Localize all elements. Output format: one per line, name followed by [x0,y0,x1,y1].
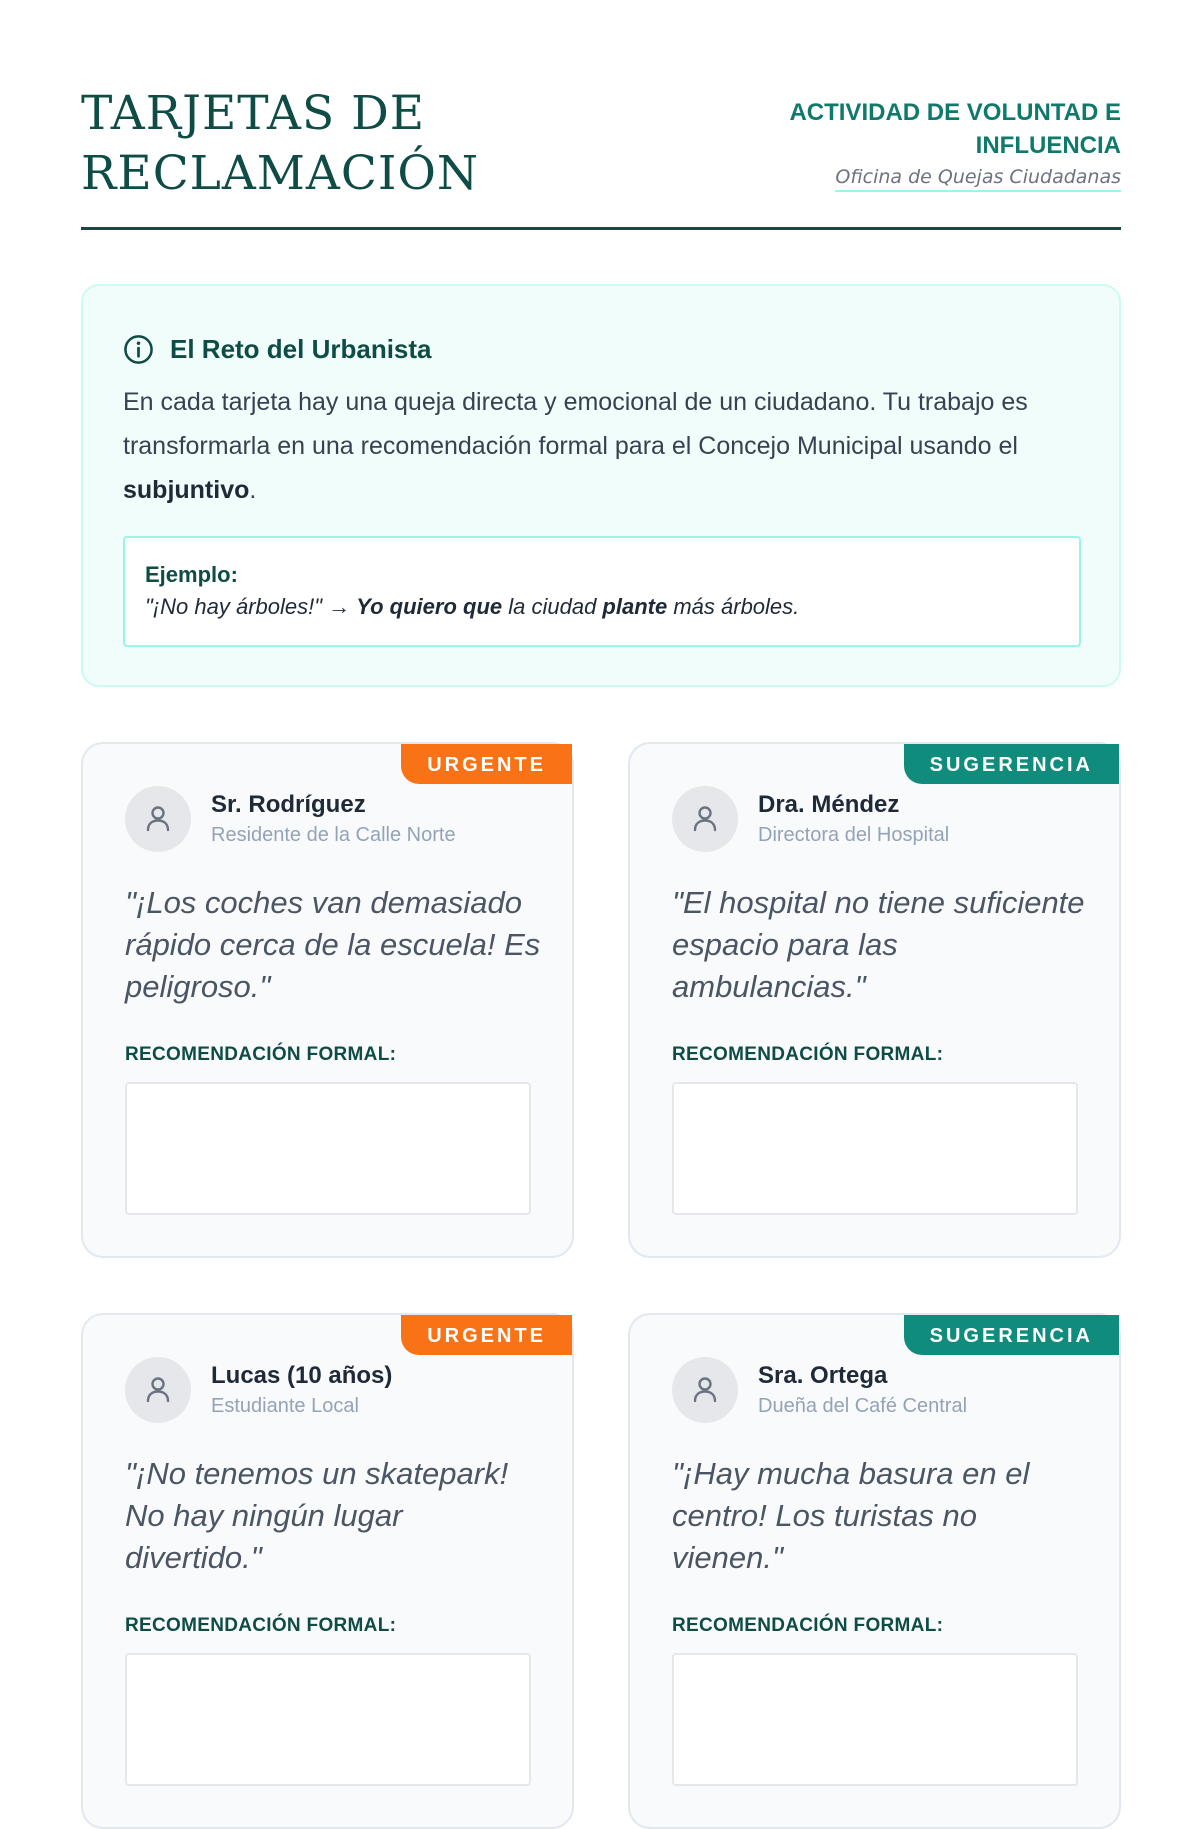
complaint-card [628,1313,1121,1829]
page-title-line1: TARJETAS DE [81,86,426,141]
example-trigger: Yo quiero que [356,594,503,619]
complaint-quote: "¡No tenemos un skatepark! No hay ningún lugar divertido." [125,1456,509,1575]
user-icon [141,802,175,836]
example-box [123,536,1081,647]
citizen-info [211,1361,392,1421]
activity-title-line1: ACTIVIDAD DE VOLUNTAD E [789,99,1121,126]
example-label: Ejemplo: [145,562,238,587]
recommendation-label: RECOMENDACIÓN FORMAL: [672,1615,944,1636]
recommendation-label: RECOMENDACIÓN FORMAL: [125,1615,397,1636]
challenge-header [123,332,432,366]
citizen-name: Sra. Ortega [758,1362,888,1389]
activity-title [761,96,1121,162]
complaint-card [81,1313,574,1829]
page-header [81,84,1121,230]
header-meta [761,96,1121,192]
citizen-role: Directora del Hospital [758,824,950,846]
activity-title-line2: INFLUENCIA [975,132,1121,159]
citizen-info [758,790,949,850]
recommendation-answer-box[interactable] [672,1082,1078,1215]
recommendation-answer-box[interactable] [125,1653,531,1786]
avatar [125,786,191,852]
info-icon [123,334,154,365]
citizen-name: Dra. Méndez [758,791,900,818]
challenge-text-end: . [249,476,257,504]
avatar [125,1357,191,1423]
citizen-info [758,1361,967,1421]
avatar [672,786,738,852]
example-complaint: "¡No hay árboles!" → [145,594,357,619]
user-icon [688,802,722,836]
challenge-description [123,380,1053,512]
citizen-name: Sr. Rodríguez [211,791,366,818]
example-sentence [145,590,1059,624]
example-middle: la ciudad [502,594,603,619]
challenge-title: El Reto del Urbanista [170,333,432,364]
challenge-keyword: subjuntivo [123,476,250,504]
complaint-quote: "¡Los coches van demasiado rápido cerca de la escuela! Es peligroso." [125,885,541,1004]
user-icon [688,1373,722,1407]
citizen-info [211,790,456,850]
recommendation-answer-box[interactable] [125,1082,531,1215]
citizen-role: Residente de la Calle Norte [211,824,456,846]
suggestion-badge: SUGERENCIA [904,744,1119,784]
urgent-badge: URGENTE [401,744,572,784]
citizen-name: Lucas (10 años) [211,1362,393,1389]
citizen-role: Estudiante Local [211,1395,359,1417]
challenge-text: En cada tarjeta hay una queja directa y emocional de un ciudadano. Tu trabajo es transformarla en una recomendación formal para el Concejo Municipal usando el [123,388,1028,460]
urgent-badge: URGENTE [401,1315,572,1355]
suggestion-badge: SUGERENCIA [904,1315,1119,1355]
user-icon [141,1373,175,1407]
complaint-quote: "El hospital no tiene suficiente espacio para las ambulancias." [672,885,1085,1004]
example-verb: plante [602,594,668,619]
complaint-quote: "¡Hay mucha basura en el centro! Los turistas no vienen." [672,1456,1030,1575]
office-subtitle: Oficina de Quejas Ciudadanas [835,164,1121,192]
page-title [81,84,479,204]
example-ending: más árboles. [667,594,800,619]
challenge-panel [81,284,1121,687]
recommendation-label: RECOMENDACIÓN FORMAL: [672,1044,944,1065]
recommendation-answer-box[interactable] [672,1653,1078,1786]
citizen-role: Dueña del Café Central [758,1395,968,1417]
page-title-line2: RECLAMACIÓN [81,146,480,201]
complaint-card [628,742,1121,1258]
avatar [672,1357,738,1423]
recommendation-label: RECOMENDACIÓN FORMAL: [125,1044,397,1065]
complaint-card [81,742,574,1258]
